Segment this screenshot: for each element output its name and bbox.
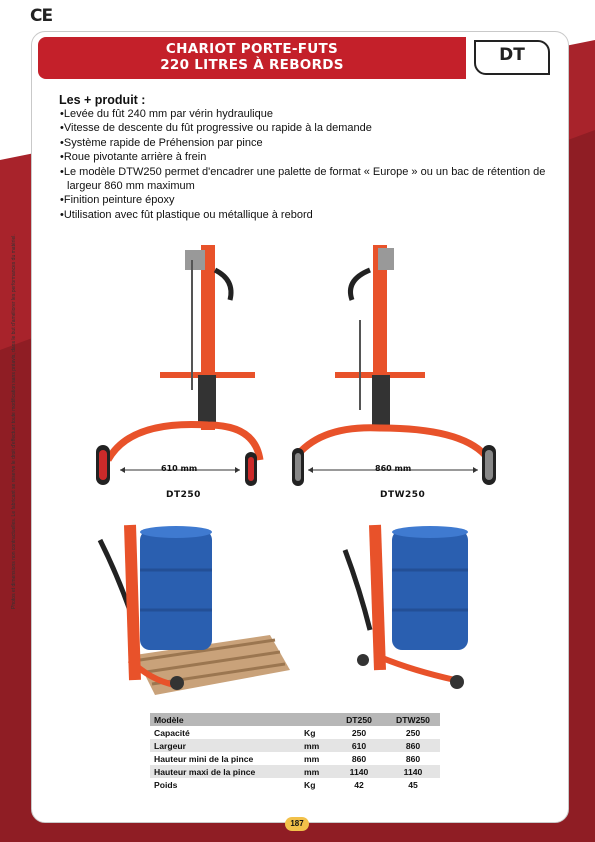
table-row bbox=[150, 726, 440, 739]
table-cell: 860 bbox=[405, 753, 421, 764]
table-cell: 42 bbox=[354, 779, 364, 790]
table-row bbox=[150, 778, 440, 791]
table-cell: mm bbox=[304, 753, 320, 764]
table-cell: Largeur bbox=[150, 739, 300, 752]
dtw250-with-drum-illustration bbox=[345, 525, 468, 689]
category-code: DT bbox=[499, 45, 525, 65]
table-cell: 1140 bbox=[386, 765, 440, 778]
table-cell: 1140 bbox=[332, 765, 386, 778]
feature-item: • Roue pivotante arrière à frein bbox=[60, 150, 550, 164]
table-header-cell bbox=[300, 713, 332, 726]
dt250-with-drum-illustration bbox=[100, 525, 290, 695]
features-title: Les + produit : bbox=[59, 93, 146, 107]
dtw250-width-label: 860 mm bbox=[375, 464, 412, 473]
table-cell: Kg bbox=[304, 779, 316, 790]
specs-table bbox=[150, 713, 440, 791]
table-header-cell: DT250 bbox=[332, 713, 386, 726]
disclaimer-text: Photos et dimensions non contractuelles. Le fabricant se réserve le droit d'effectuer toute modification sans préavis, dans le but d'améliorer les performances du matériel. bbox=[11, 234, 17, 609]
table-row bbox=[150, 752, 440, 765]
ce-mark: CE bbox=[30, 6, 53, 26]
table-cell: 610 bbox=[332, 739, 386, 752]
table-cell: mm bbox=[300, 739, 332, 752]
table-header-cell: Modèle bbox=[150, 713, 300, 726]
dtw250-trolley-illustration bbox=[292, 245, 496, 486]
feature-item: • Utilisation avec fût plastique ou métallique à rebord bbox=[60, 208, 550, 222]
table-row bbox=[150, 765, 440, 778]
feature-item: • Système rapide de Préhension par pince bbox=[60, 136, 550, 150]
features-list bbox=[60, 107, 550, 222]
table-cell: Poids bbox=[154, 779, 178, 790]
page-number: 187 bbox=[285, 817, 309, 831]
table-cell: 860 bbox=[386, 739, 440, 752]
table-cell: 45 bbox=[408, 779, 418, 790]
feature-item: • Vitesse de descente du fût progressive ou rapide à la demande bbox=[60, 121, 550, 135]
feature-item: • Levée du fût 240 mm par vérin hydraulique bbox=[60, 107, 550, 121]
feature-item: • Le modèle DTW250 permet d'encadrer une palette de format « Europe » ou un bac de rétention de largeur 860 mm maximum bbox=[60, 165, 550, 194]
table-header-row bbox=[150, 713, 440, 726]
title-line-1: CHARIOT PORTE-FUTS bbox=[165, 41, 339, 57]
dt250-caption: DT250 bbox=[166, 490, 201, 500]
table-cell: mm bbox=[300, 765, 332, 778]
table-cell: Capacité bbox=[154, 727, 190, 738]
table-header-cell: DTW250 bbox=[386, 713, 440, 726]
product-photos bbox=[80, 240, 520, 710]
feature-item: • Finition peinture époxy bbox=[60, 193, 550, 207]
table-cell: Kg bbox=[304, 727, 316, 738]
title-line-2: 220 LITRES À REBORDS bbox=[160, 57, 344, 73]
table-cell: Hauteur maxi de la pince bbox=[150, 765, 300, 778]
page-title bbox=[38, 41, 466, 73]
dtw250-caption: DTW250 bbox=[380, 490, 426, 500]
table-cell: 860 bbox=[351, 753, 367, 764]
table-cell: 250 bbox=[405, 727, 421, 738]
dt250-width-label: 610 mm bbox=[161, 464, 198, 473]
table-row bbox=[150, 739, 440, 752]
table-cell: 250 bbox=[351, 727, 367, 738]
dt250-trolley-illustration bbox=[96, 245, 260, 486]
table-cell: Hauteur mini de la pince bbox=[154, 753, 254, 764]
